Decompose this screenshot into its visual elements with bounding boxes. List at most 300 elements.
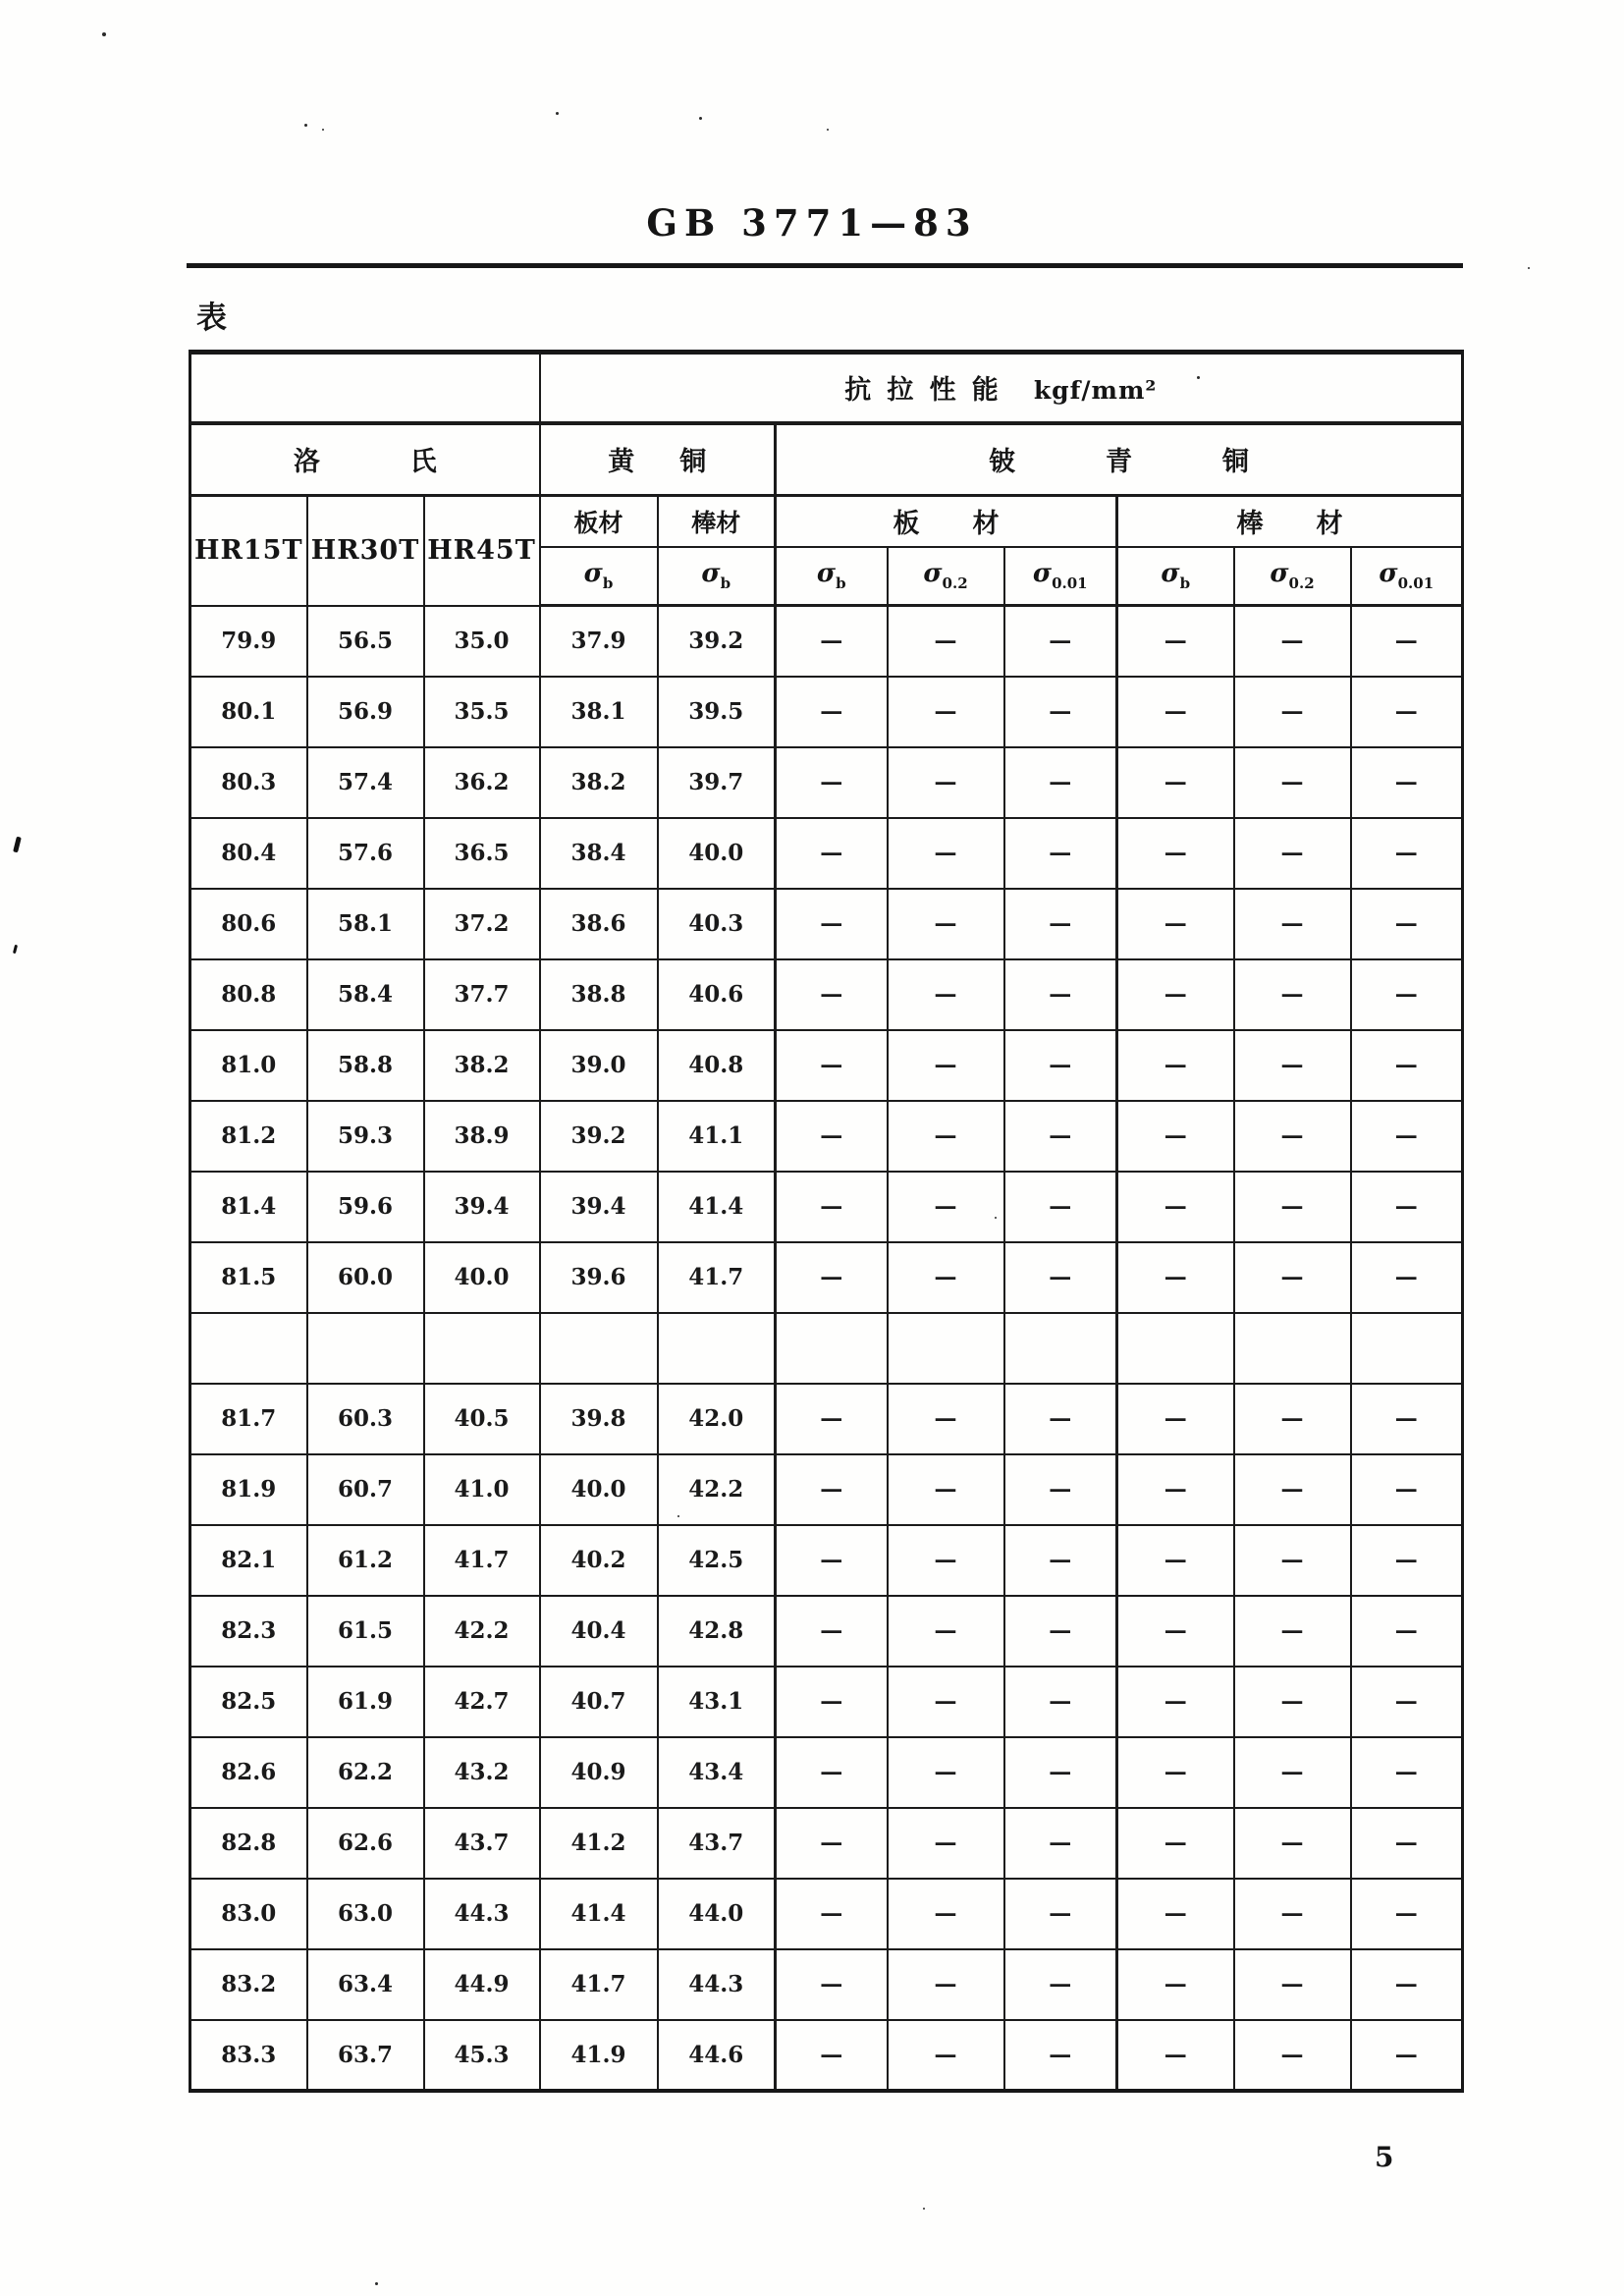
table-cell: [1117, 1313, 1234, 1384]
table-cell: —: [888, 1172, 1004, 1242]
table-cell: —: [1117, 747, 1234, 818]
table-cell: 59.3: [307, 1101, 424, 1172]
table-cell: —: [1234, 818, 1351, 889]
table-cell: —: [1004, 1030, 1117, 1101]
table-cell: —: [1234, 2020, 1351, 2091]
table-row: [190, 1667, 1463, 1737]
table-cell: —: [1117, 1879, 1234, 1949]
table-cell: 44.9: [424, 1949, 540, 2020]
table-cell: [307, 1313, 424, 1384]
table-cell: 60.0: [307, 1242, 424, 1313]
table-cell: —: [1351, 1525, 1463, 1596]
table-cell: 43.4: [658, 1737, 776, 1808]
scan-speck: [677, 1515, 679, 1517]
table-cell: 41.4: [658, 1172, 776, 1242]
table-row: [190, 677, 1463, 747]
table-cell: 82.6: [190, 1737, 307, 1808]
table-row: [190, 1242, 1463, 1313]
table-cell: —: [776, 747, 888, 818]
bronze-rod-sigma-02-header: $\sigma_{0.2}$: [1234, 547, 1351, 606]
table-cell: 81.0: [190, 1030, 307, 1101]
table-cell: [1351, 1313, 1463, 1384]
table-cell: 56.5: [307, 606, 424, 677]
table-cell: 42.5: [658, 1525, 776, 1596]
table-cell: —: [1351, 677, 1463, 747]
table-cell: —: [888, 889, 1004, 959]
table-cell: 57.6: [307, 818, 424, 889]
table-cell: —: [1117, 1030, 1234, 1101]
table-cell: 44.0: [658, 1879, 776, 1949]
table-cell: —: [1004, 1949, 1117, 2020]
table-cell: 58.1: [307, 889, 424, 959]
beryllium-bronze-header: [776, 423, 1463, 496]
brass-sheet-sigma-b-header: $\sigma_b$: [540, 547, 658, 606]
table-cell: —: [1004, 1737, 1117, 1808]
bronze-rod-label: 棒材: [1236, 509, 1396, 540]
table-cell: 63.0: [307, 1879, 424, 1949]
table-cell: —: [888, 677, 1004, 747]
table-cell: —: [1117, 1172, 1234, 1242]
table-cell: 40.5: [424, 1384, 540, 1454]
table-cell: —: [1234, 1172, 1351, 1242]
table-row: [190, 1737, 1463, 1808]
table-cell: —: [776, 959, 888, 1030]
table-cell: —: [1234, 959, 1351, 1030]
bronze-rod-sigma-b-header: $\sigma_b$: [1117, 547, 1234, 606]
table-cell: 81.5: [190, 1242, 307, 1313]
table-label: 表: [196, 301, 227, 336]
table-cell: —: [1234, 1384, 1351, 1454]
table-cell: 41.4: [540, 1879, 658, 1949]
table-cell: —: [1117, 1596, 1234, 1667]
bronze-rod-sigma-001-header: $\sigma_{0.01}$: [1351, 547, 1463, 606]
table-cell: —: [776, 1242, 888, 1313]
table-cell: —: [1351, 889, 1463, 959]
table-cell: —: [1117, 889, 1234, 959]
scan-speck: [1197, 376, 1200, 379]
table-row: [190, 1949, 1463, 2020]
table-cell: —: [1234, 1808, 1351, 1879]
table-cell: 39.4: [424, 1172, 540, 1242]
table-cell: —: [1004, 889, 1117, 959]
table-cell: —: [1234, 1879, 1351, 1949]
scan-speck: [102, 32, 106, 36]
table-cell: 81.7: [190, 1384, 307, 1454]
table-cell: —: [888, 1384, 1004, 1454]
table-cell: —: [888, 1737, 1004, 1808]
table-cell: —: [776, 1667, 888, 1737]
table-cell: 43.2: [424, 1737, 540, 1808]
table-cell: —: [1234, 1030, 1351, 1101]
brass-sheet-header: 板材: [540, 496, 658, 547]
table-cell: —: [1234, 1596, 1351, 1667]
table-cell: 43.1: [658, 1667, 776, 1737]
table-cell: 41.7: [658, 1242, 776, 1313]
table-row: [190, 1101, 1463, 1172]
hr45t-column-header: HR45T: [424, 496, 540, 606]
table-cell: 61.2: [307, 1525, 424, 1596]
table-cell: —: [1234, 1242, 1351, 1313]
rockwell-label: 洛氏: [293, 447, 527, 478]
table-cell: 41.0: [424, 1454, 540, 1525]
table-cell: 44.6: [658, 2020, 776, 2091]
table-cell: —: [1351, 1172, 1463, 1242]
table-cell: 37.9: [540, 606, 658, 677]
table-cell: —: [1004, 1242, 1117, 1313]
table-cell: 45.3: [424, 2020, 540, 2091]
table-cell: —: [1234, 677, 1351, 747]
table-cell: 58.4: [307, 959, 424, 1030]
table-cell: —: [888, 959, 1004, 1030]
table-cell: [190, 1313, 307, 1384]
table-cell: —: [1004, 2020, 1117, 2091]
table-cell: 62.2: [307, 1737, 424, 1808]
table-cell: —: [1351, 1667, 1463, 1737]
table-cell: 39.7: [658, 747, 776, 818]
table-cell: —: [888, 1949, 1004, 2020]
table-cell: 38.4: [540, 818, 658, 889]
table-cell: —: [776, 677, 888, 747]
table-cell: —: [776, 606, 888, 677]
table-cell: 58.8: [307, 1030, 424, 1101]
table-cell: [658, 1313, 776, 1384]
table-cell: 39.2: [658, 606, 776, 677]
table-cell: —: [1004, 1596, 1117, 1667]
scan-speck: [995, 1217, 997, 1219]
scan-speck: [375, 2282, 378, 2285]
table-cell: —: [1117, 1525, 1234, 1596]
page-number: 5: [1375, 2141, 1394, 2173]
table-cell: 37.2: [424, 889, 540, 959]
table-cell: —: [1004, 1879, 1117, 1949]
table-cell: —: [1117, 1667, 1234, 1737]
table-cell: 61.5: [307, 1596, 424, 1667]
table-cell: —: [888, 818, 1004, 889]
table-cell: [540, 1313, 658, 1384]
table-cell: —: [1351, 1737, 1463, 1808]
table-row: [190, 606, 1463, 677]
table-cell: 38.2: [540, 747, 658, 818]
brass-rod-sigma-b-header: $\sigma_b$: [658, 547, 776, 606]
standard-code-title: GB 3771—83: [646, 201, 978, 245]
table-cell: 40.3: [658, 889, 776, 959]
table-cell: 81.9: [190, 1454, 307, 1525]
table-row: [190, 1172, 1463, 1242]
table-cell: —: [1351, 2020, 1463, 2091]
table-cell: —: [888, 1879, 1004, 1949]
table-cell: 56.9: [307, 677, 424, 747]
table-cell: —: [1117, 818, 1234, 889]
table-cell: —: [1234, 1101, 1351, 1172]
table-row: [190, 2020, 1463, 2091]
table-cell: —: [776, 1030, 888, 1101]
table-cell: —: [888, 1667, 1004, 1737]
table-row: [190, 1596, 1463, 1667]
bronze-sheet-sigma-b-header: $\sigma_b$: [776, 547, 888, 606]
table-cell: —: [1117, 677, 1234, 747]
table-cell: 80.6: [190, 889, 307, 959]
table-cell: —: [1351, 606, 1463, 677]
table-cell: —: [776, 818, 888, 889]
table-cell: —: [1004, 1454, 1117, 1525]
table-cell: 80.8: [190, 959, 307, 1030]
table-cell: 44.3: [424, 1879, 540, 1949]
tensile-properties-header: [540, 353, 1463, 423]
table-cell: —: [776, 1454, 888, 1525]
table-cell: 40.2: [540, 1525, 658, 1596]
title-rule: [187, 263, 1463, 268]
table-cell: 57.4: [307, 747, 424, 818]
table-cell: —: [1004, 1808, 1117, 1879]
table-row: [190, 889, 1463, 959]
table-cell: —: [1117, 1101, 1234, 1172]
table-cell: 83.2: [190, 1949, 307, 2020]
bronze-sheet-sigma-001-header: $\sigma_{0.01}$: [1004, 547, 1117, 606]
table-cell: —: [1234, 747, 1351, 818]
brass-header: [540, 423, 776, 496]
table-cell: 41.9: [540, 2020, 658, 2091]
table-cell: —: [1234, 1525, 1351, 1596]
table-cell: 81.2: [190, 1101, 307, 1172]
bronze-sheet-label: 板材: [893, 509, 1053, 540]
table-cell: 40.9: [540, 1737, 658, 1808]
table-header: [190, 353, 1463, 606]
table-row: [190, 959, 1463, 1030]
table-row: [190, 1313, 1463, 1384]
table-cell: —: [1351, 1879, 1463, 1949]
table-cell: —: [1234, 1667, 1351, 1737]
table-row: [190, 1879, 1463, 1949]
table-cell: 83.0: [190, 1879, 307, 1949]
scan-speck: [322, 129, 324, 131]
table-cell: 40.6: [658, 959, 776, 1030]
table-cell: 40.4: [540, 1596, 658, 1667]
header-row-forms: [190, 496, 1463, 547]
table-cell: —: [888, 1242, 1004, 1313]
table-cell: —: [776, 1737, 888, 1808]
table-cell: 63.4: [307, 1949, 424, 2020]
scan-speck: [556, 112, 559, 115]
table-cell: —: [1234, 1949, 1351, 2020]
table-cell: 82.1: [190, 1525, 307, 1596]
table-cell: 38.2: [424, 1030, 540, 1101]
table-cell: —: [776, 1879, 888, 1949]
scan-speck: [1528, 267, 1530, 269]
table-cell: —: [1117, 1384, 1234, 1454]
table-cell: [776, 1313, 888, 1384]
table-cell: 43.7: [424, 1808, 540, 1879]
table-cell: —: [888, 2020, 1004, 2091]
table-cell: 42.7: [424, 1667, 540, 1737]
table-cell: —: [1351, 1242, 1463, 1313]
table-cell: —: [1351, 1101, 1463, 1172]
table-cell: —: [1351, 1030, 1463, 1101]
table-cell: 38.6: [540, 889, 658, 959]
hr30t-column-header: HR30T: [307, 496, 424, 606]
tensile-unit-label: kgf/mm²: [1033, 376, 1158, 406]
table-cell: —: [1004, 1525, 1117, 1596]
table-cell: —: [1004, 818, 1117, 889]
table-cell: —: [1351, 1949, 1463, 2020]
table-cell: 38.1: [540, 677, 658, 747]
table-cell: 40.0: [658, 818, 776, 889]
scan-mark: [13, 837, 22, 853]
table-cell: 80.1: [190, 677, 307, 747]
table-cell: 60.3: [307, 1384, 424, 1454]
table-cell: —: [1117, 606, 1234, 677]
table-cell: —: [1004, 1667, 1117, 1737]
table-row: [190, 1030, 1463, 1101]
table-cell: —: [776, 1808, 888, 1879]
table-cell: 35.5: [424, 677, 540, 747]
table-cell: 40.0: [540, 1454, 658, 1525]
bronze-sheet-header: [776, 496, 1117, 547]
table-cell: 41.7: [540, 1949, 658, 2020]
table-cell: 80.4: [190, 818, 307, 889]
table-cell: 39.0: [540, 1030, 658, 1101]
table-row: [190, 1454, 1463, 1525]
table-cell: 44.3: [658, 1949, 776, 2020]
scan-speck: [827, 129, 829, 131]
table-cell: 82.8: [190, 1808, 307, 1879]
table-cell: —: [888, 1596, 1004, 1667]
header-row-tensile: [190, 353, 1463, 423]
table-cell: 42.2: [424, 1596, 540, 1667]
table-cell: 42.2: [658, 1454, 776, 1525]
table-cell: 40.8: [658, 1030, 776, 1101]
table-cell: —: [1351, 1384, 1463, 1454]
table-cell: 40.7: [540, 1667, 658, 1737]
table-cell: —: [1234, 606, 1351, 677]
table-cell: —: [1117, 2020, 1234, 2091]
table-cell: 35.0: [424, 606, 540, 677]
table-cell: —: [888, 1525, 1004, 1596]
table-cell: —: [1004, 1172, 1117, 1242]
table-cell: 79.9: [190, 606, 307, 677]
table-row: [190, 1525, 1463, 1596]
table-cell: —: [1117, 959, 1234, 1030]
table-cell: 41.2: [540, 1808, 658, 1879]
table-cell: —: [1234, 1737, 1351, 1808]
table-cell: 39.6: [540, 1242, 658, 1313]
table-cell: 37.7: [424, 959, 540, 1030]
table-cell: 38.8: [540, 959, 658, 1030]
table-cell: —: [776, 1101, 888, 1172]
bronze-sheet-sigma-02-header: $\sigma_{0.2}$: [888, 547, 1004, 606]
scan-speck: [699, 117, 702, 120]
table-cell: 43.7: [658, 1808, 776, 1879]
table-cell: 62.6: [307, 1808, 424, 1879]
table-row: [190, 1384, 1463, 1454]
table-cell: 41.7: [424, 1525, 540, 1596]
table-cell: —: [1234, 889, 1351, 959]
table-cell: —: [1351, 1596, 1463, 1667]
brass-label: 黄铜: [608, 447, 752, 478]
table-cell: —: [888, 747, 1004, 818]
table-cell: 81.4: [190, 1172, 307, 1242]
table-cell: 63.7: [307, 2020, 424, 2091]
table-cell: —: [776, 1172, 888, 1242]
table-cell: —: [1351, 747, 1463, 818]
table-cell: —: [1004, 1101, 1117, 1172]
table-cell: —: [1117, 1242, 1234, 1313]
table-cell: —: [776, 1596, 888, 1667]
scan-speck: [923, 2208, 925, 2210]
table-cell: 83.3: [190, 2020, 307, 2091]
bronze-rod-header: [1117, 496, 1463, 547]
table-cell: 80.3: [190, 747, 307, 818]
table-cell: 39.2: [540, 1101, 658, 1172]
table-cell: —: [776, 2020, 888, 2091]
table-cell: —: [1117, 1454, 1234, 1525]
table-cell: —: [1351, 959, 1463, 1030]
table-cell: —: [1117, 1737, 1234, 1808]
table-cell: [1004, 1313, 1117, 1384]
empty-corner-cell: [190, 353, 540, 423]
table-cell: 61.9: [307, 1667, 424, 1737]
table-cell: —: [1117, 1808, 1234, 1879]
table-cell: 42.8: [658, 1596, 776, 1667]
table-cell: [1234, 1313, 1351, 1384]
table-cell: 82.5: [190, 1667, 307, 1737]
table-cell: —: [776, 1949, 888, 2020]
table-cell: —: [776, 1525, 888, 1596]
header-row-materials: [190, 423, 1463, 496]
beryllium-bronze-label: 铍青铜: [989, 447, 1339, 478]
table-cell: —: [888, 1101, 1004, 1172]
table-cell: —: [1004, 747, 1117, 818]
table-body: [190, 606, 1463, 2091]
scan-speck: [304, 124, 307, 127]
table-cell: 39.4: [540, 1172, 658, 1242]
table-cell: —: [888, 1808, 1004, 1879]
table-cell: —: [1117, 1949, 1234, 2020]
scan-mark: [13, 945, 18, 954]
table-cell: 39.8: [540, 1384, 658, 1454]
table-cell: —: [888, 1030, 1004, 1101]
table-cell: —: [1351, 1808, 1463, 1879]
table-cell: —: [1004, 1384, 1117, 1454]
table-row: [190, 818, 1463, 889]
rockwell-header: [190, 423, 540, 496]
hr15t-column-header: HR15T: [190, 496, 307, 606]
table-cell: 38.9: [424, 1101, 540, 1172]
table-cell: —: [1351, 818, 1463, 889]
table-cell: —: [1234, 1454, 1351, 1525]
table-cell: 41.1: [658, 1101, 776, 1172]
table-cell: 36.2: [424, 747, 540, 818]
table-cell: —: [1351, 1454, 1463, 1525]
table-row: [190, 1808, 1463, 1879]
table-cell: —: [776, 1384, 888, 1454]
table-cell: —: [776, 889, 888, 959]
table-cell: —: [1004, 959, 1117, 1030]
hardness-conversion-table: [189, 350, 1464, 2093]
table-cell: 82.3: [190, 1596, 307, 1667]
table-cell: 42.0: [658, 1384, 776, 1454]
table-cell: —: [888, 606, 1004, 677]
table-cell: 59.6: [307, 1172, 424, 1242]
table-row: [190, 747, 1463, 818]
table-cell: [888, 1313, 1004, 1384]
table-cell: —: [1004, 606, 1117, 677]
table-cell: —: [888, 1454, 1004, 1525]
table-cell: 36.5: [424, 818, 540, 889]
table-cell: [424, 1313, 540, 1384]
table-cell: 39.5: [658, 677, 776, 747]
table-cell: —: [1004, 677, 1117, 747]
brass-rod-header: 棒材: [658, 496, 776, 547]
